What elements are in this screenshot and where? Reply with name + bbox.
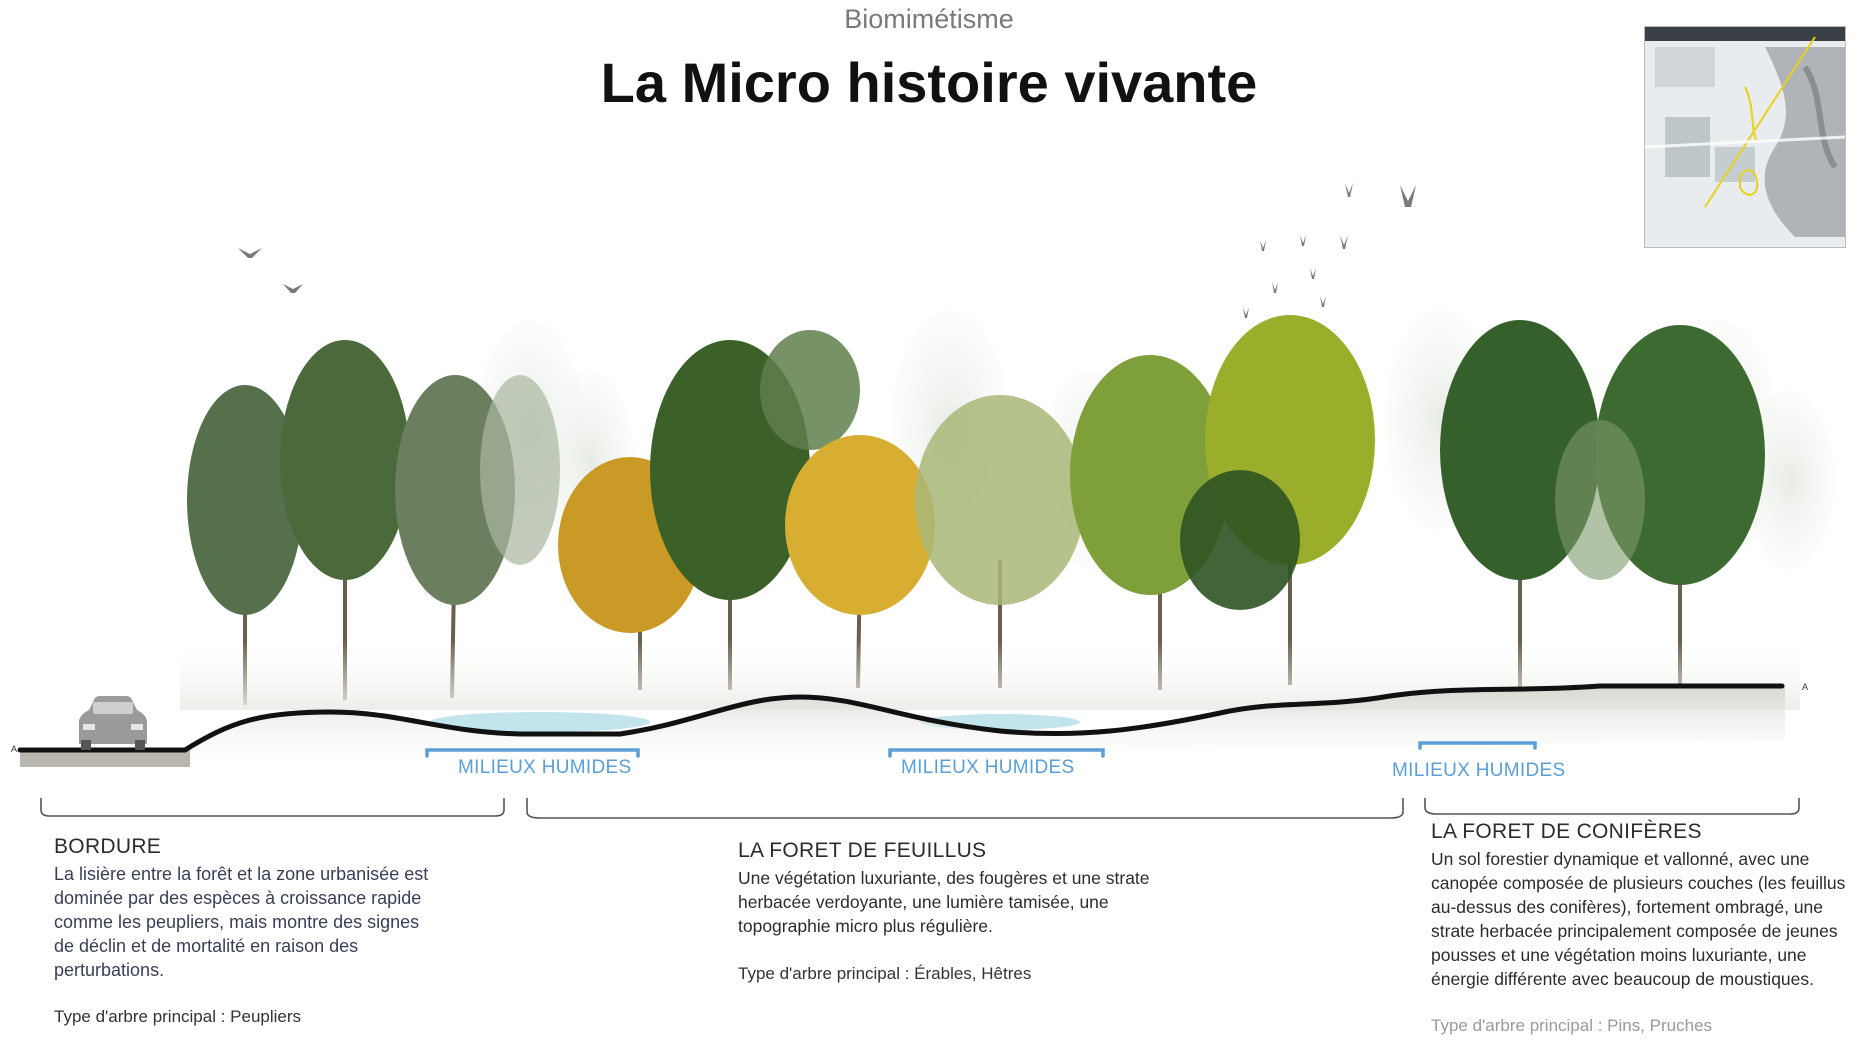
conifer-trees bbox=[1440, 320, 1765, 585]
page-title: La Micro histoire vivante bbox=[600, 51, 1258, 114]
zone-brace-bordure bbox=[41, 798, 504, 816]
tree-icon bbox=[785, 435, 935, 615]
bird-icon bbox=[238, 183, 1416, 318]
tree-icon bbox=[280, 340, 410, 580]
zone-description-bordure: La lisière entre la forêt et la zone urbanisée est dominée par des espèces à croissance rapide comme les peupliers, mais montre des signes de déclin et de mortalité en raison des perturbations. bbox=[54, 864, 429, 980]
tree-icon bbox=[915, 395, 1085, 605]
tree-type-bordure: Type d'arbre principal : Peupliers bbox=[54, 1007, 302, 1026]
zone-brace-coniferes bbox=[1425, 798, 1799, 814]
wetland-label: MILIEUX HUMIDES bbox=[901, 757, 1075, 778]
zone-title-coniferes: LA FORET DE CONIFÈRES bbox=[1431, 820, 1702, 843]
zone-brace-feuillus bbox=[527, 798, 1403, 818]
page-subtitle: Biomimétisme bbox=[844, 4, 1014, 34]
wetland-label: MILIEUX HUMIDES bbox=[458, 757, 632, 778]
zone-description-feuillus: Une végétation luxuriante, des fougères et une strate herbacée verdoyante, une lumière tamisée, une topographie micro plus régulière. bbox=[738, 868, 1150, 936]
zone-description-coniferes: Un sol forestier dynamique et vallonné, avec une canopée composée de plusieurs couches (les feuillus au-dessus des conifères), fortement ombragé, une strate herbacée principalement composée de jeunes pousses et une végétation moins luxuriante, une énergie différente avec beaucoup de moustiques. bbox=[1431, 849, 1846, 989]
tree-type-coniferes: Type d'arbre principal : Pins, Pruches bbox=[1431, 1016, 1713, 1035]
tree-icon bbox=[1180, 470, 1300, 610]
tree-icon bbox=[760, 330, 860, 450]
map-inset bbox=[1644, 26, 1846, 248]
wetland-label: MILIEUX HUMIDES bbox=[1392, 760, 1566, 781]
tree-type-feuillus: Type d'arbre principal : Érables, Hêtres bbox=[738, 964, 1032, 983]
car-icon bbox=[79, 696, 147, 750]
section-marker-end: A bbox=[1802, 682, 1809, 692]
zone-title-feuillus: LA FORET DE FEUILLUS bbox=[738, 839, 987, 862]
zone-title-bordure: BORDURE bbox=[54, 835, 162, 858]
section-marker-start: A bbox=[11, 744, 18, 754]
